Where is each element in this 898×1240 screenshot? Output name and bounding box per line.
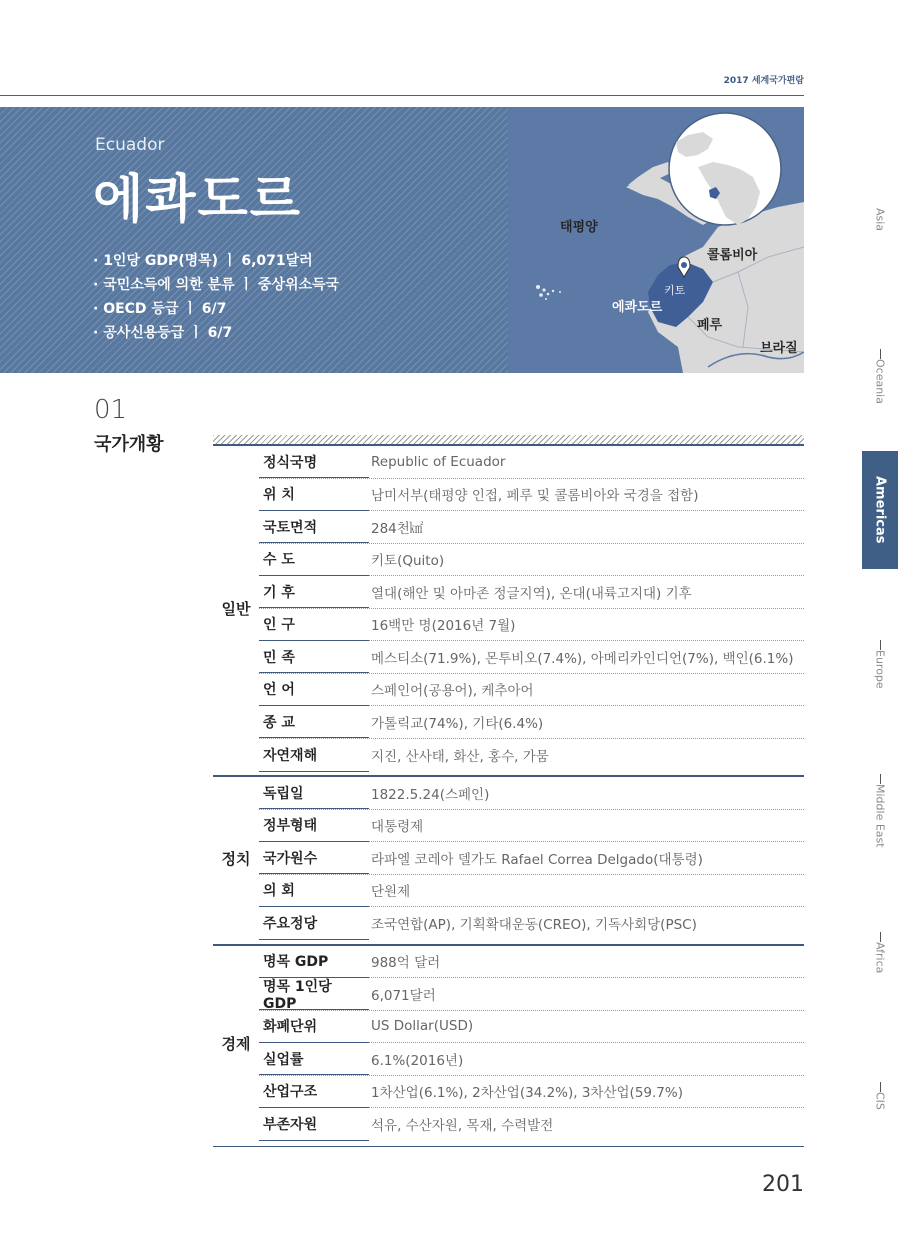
table-row [259, 978, 804, 1011]
label-peru: 페루 [697, 318, 723, 333]
table-row [259, 907, 804, 940]
table-row [259, 576, 804, 609]
label-ocean: 태평양 [560, 220, 598, 235]
row-value: 지진, 산사태, 화산, 홍수, 가뭄 [371, 748, 549, 765]
group-label-politics: 정치 [221, 849, 251, 868]
row-key: 민 족 [259, 642, 369, 674]
row-value: 라파엘 코레아 델가도 Rafael Correa Delgado(대통령) [371, 851, 703, 868]
table-row [259, 706, 804, 739]
row-key: 수 도 [259, 544, 369, 576]
table-row [259, 1108, 804, 1141]
row-value: 메스티소(71.9%), 몬투비오(7.4%), 아메리카인디언(7%), 백인(6.1%) [371, 650, 794, 667]
side-tab-americas[interactable]: Americas [862, 451, 898, 569]
table-row [259, 1076, 804, 1109]
row-value: 284천㎢ [371, 520, 424, 537]
row-key: 종 교 [259, 707, 369, 739]
row-value: 키토(Quito) [371, 553, 445, 570]
row-key: 기 후 [259, 577, 369, 609]
overview-table [213, 444, 804, 1141]
table-row [259, 810, 804, 843]
country-map [508, 107, 804, 373]
row-value: 988억 달러 [371, 955, 441, 972]
side-tab-europe[interactable]: Europe [862, 634, 898, 689]
table-row [259, 842, 804, 875]
row-key: 명목 1인당 GDP [259, 979, 369, 1011]
row-key: 독립일 [259, 778, 369, 810]
country-banner [0, 107, 508, 373]
row-key: 국토면적 [259, 512, 369, 544]
row-key: 자연재해 [259, 739, 369, 772]
table-row [259, 544, 804, 577]
fact-credit-grade: · 공사신용등급 ㅣ 6/7 [93, 325, 233, 341]
label-brazil: 브라질 [760, 341, 798, 356]
table-row [259, 511, 804, 544]
row-value: 남미서부(태평양 인접, 페루 및 콜롬비아와 국경을 접함) [371, 488, 699, 505]
group-label-general: 일반 [221, 600, 251, 618]
row-value: 1차산업(6.1%), 2차산업(34.2%), 3차산업(59.7%) [371, 1085, 683, 1102]
row-value: 대통령제 [371, 819, 424, 836]
row-key: 산업구조 [259, 1076, 369, 1108]
side-tab-asia[interactable]: Asia [873, 208, 887, 232]
row-key: 언 어 [259, 674, 369, 706]
label-capital: 키토 [664, 284, 686, 297]
row-value: Republic of Ecuador [371, 453, 506, 470]
fact-oecd-grade: · OECD 등급 ㅣ 6/7 [93, 301, 227, 317]
group-economy [213, 944, 804, 1141]
group-label-economy: 경제 [221, 1034, 251, 1053]
row-value: 스페인어(공용어), 케추아어 [371, 683, 534, 700]
row-key: 주요정당 [259, 908, 369, 941]
tab-tick [880, 774, 881, 784]
row-key: 국가원수 [259, 843, 369, 875]
row-value: 6.1%(2016년) [371, 1052, 464, 1069]
row-key: 정부형태 [259, 810, 369, 842]
fact-income-class: · 국민소득에 의한 분류 ㅣ 중상위소득국 [93, 277, 340, 293]
row-value: 16백만 명(2016년 7월) [371, 618, 516, 635]
group-politics [213, 775, 804, 940]
table-row [259, 777, 804, 810]
row-key: 의 회 [259, 875, 369, 907]
row-value: 1822.5.24(스페인) [371, 786, 490, 803]
row-key: 정식국명 [259, 447, 369, 479]
row-key: 위 치 [259, 479, 369, 511]
country-name-en: Ecuador [95, 135, 165, 155]
section-hatch-bar [213, 435, 804, 444]
country-facts [93, 249, 339, 345]
table-row [259, 446, 804, 479]
side-tab-middle-east[interactable]: Middle East [862, 768, 898, 848]
section-title: 국가개황 [94, 434, 164, 455]
table-row [259, 739, 804, 772]
table-row [259, 1043, 804, 1076]
row-key: 인 구 [259, 609, 369, 641]
row-value: 석유, 수산자원, 목재, 수력발전 [371, 1118, 554, 1135]
row-key: 명목 GDP [259, 946, 369, 978]
page-number: 201 [762, 1172, 804, 1197]
table-row [259, 875, 804, 908]
row-value: 조국연합(AP), 기획확대운동(CREO), 기독사회당(PSC) [371, 917, 697, 934]
header-rule [0, 95, 804, 96]
table-row [259, 1011, 804, 1044]
row-value: 6,071달러 [371, 987, 436, 1004]
row-value: 열대(해안 및 아마존 정글지역), 온대(내륙고지대) 기후 [371, 585, 692, 602]
row-key: 부존자원 [259, 1109, 369, 1142]
table-bottom-rule [213, 1146, 804, 1147]
row-key: 실업률 [259, 1044, 369, 1076]
fact-gdp-per-capita: · 1인당 GDP(명목) ㅣ 6,071달러 [93, 253, 313, 269]
galapagos-islands [536, 285, 561, 300]
table-row [259, 674, 804, 707]
row-key: 화폐단위 [259, 1011, 369, 1043]
side-tab-oceania[interactable]: Oceania [862, 343, 898, 404]
table-row [259, 479, 804, 512]
section-number: 01 [94, 395, 128, 425]
side-tab-africa[interactable]: Africa [862, 926, 898, 973]
group-general [213, 444, 804, 771]
tab-tick [880, 1082, 881, 1092]
label-ecuador: 에콰도르 [612, 300, 663, 315]
label-colombia: 콜롬비아 [707, 248, 758, 263]
row-value: 단원제 [371, 884, 411, 901]
row-value: 가톨릭교(74%), 기타(6.4%) [371, 715, 544, 732]
table-row [259, 609, 804, 642]
map-svg [508, 107, 804, 373]
country-name-ko: 에콰도르 [93, 170, 302, 230]
row-value: US Dollar(USD) [371, 1018, 474, 1035]
side-tab-cis[interactable]: CIS [862, 1076, 898, 1110]
tab-tick [880, 932, 881, 942]
tab-tick [880, 640, 881, 650]
table-row [259, 946, 804, 979]
tab-tick [880, 349, 881, 359]
running-title: 2017 세계국가편람 [723, 76, 804, 86]
table-row [259, 641, 804, 674]
